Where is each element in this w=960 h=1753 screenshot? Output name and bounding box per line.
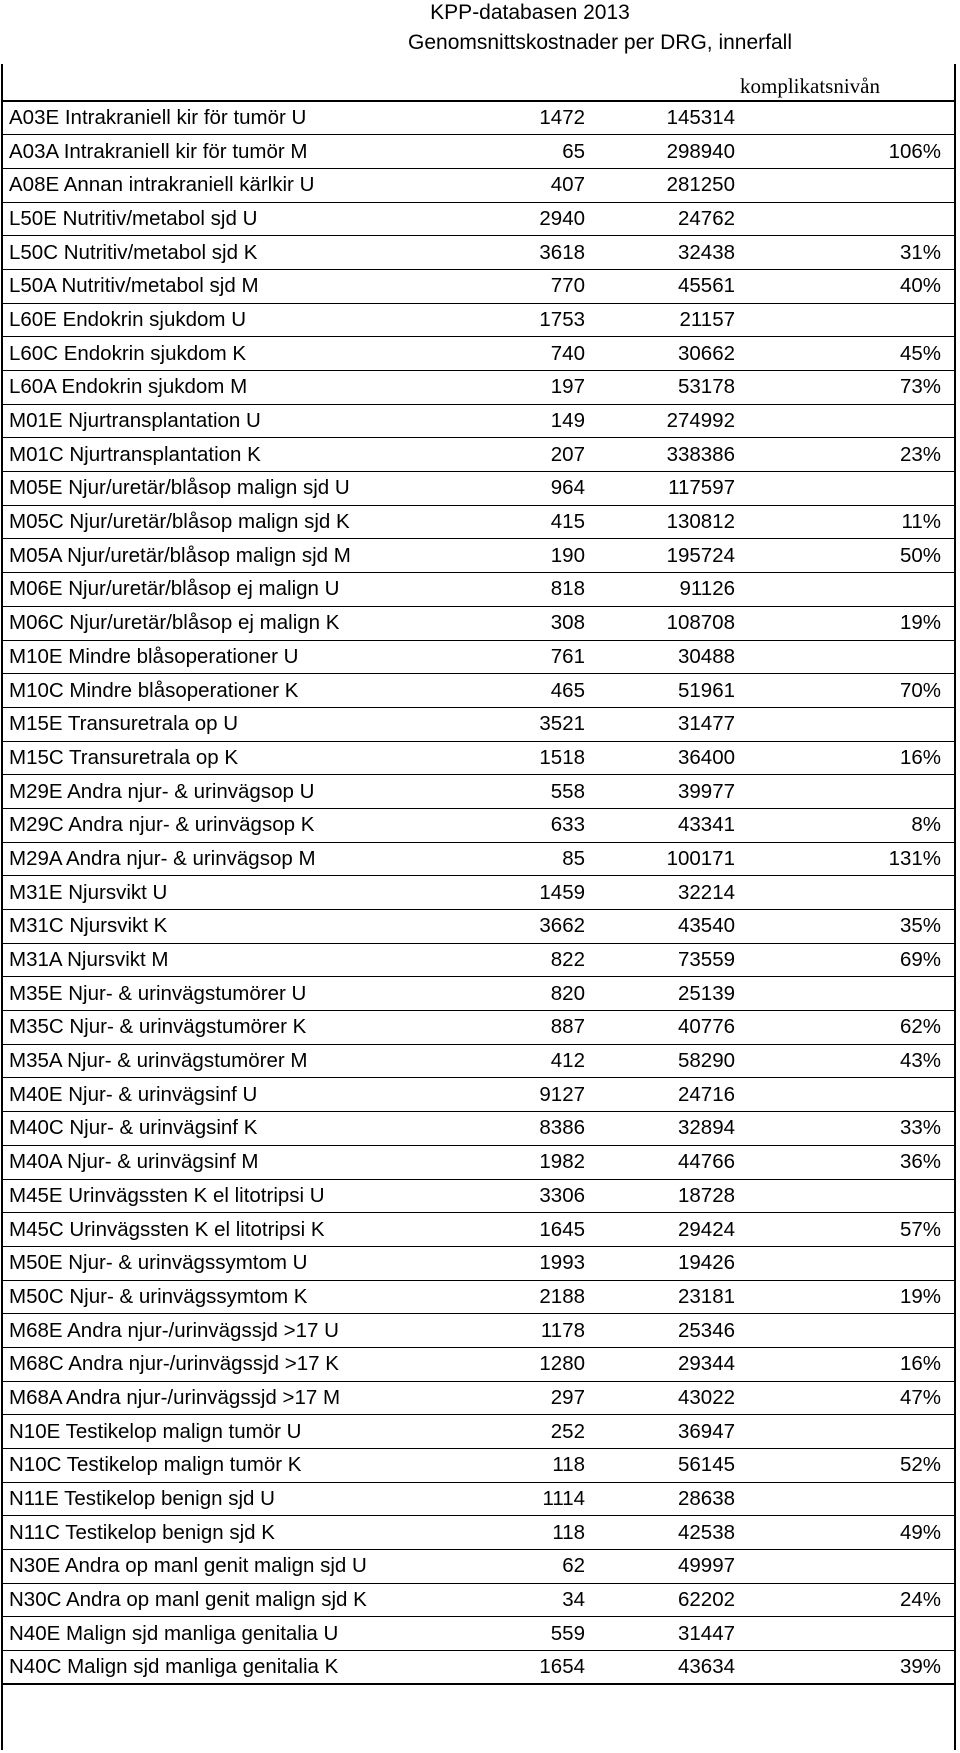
drg-name-cell: N40C Malign sjd manliga genitalia K: [3, 1651, 513, 1685]
complication-increase-cell: 131%: [739, 842, 955, 876]
count-cell: 3306: [513, 1179, 589, 1213]
count-cell: 62: [513, 1550, 589, 1584]
table-row: [3, 910, 955, 944]
table-row: [3, 1314, 955, 1348]
complication-increase-cell: 40%: [739, 269, 955, 303]
drg-name-cell: M05C Njur/uretär/blåsop malign sjd K: [3, 505, 513, 539]
drg-name-cell: L50C Nutritiv/metabol sjd K: [3, 236, 513, 270]
drg-name-cell: M29C Andra njur- & urinvägsop K: [3, 808, 513, 842]
avg-cost-cell: 30488: [589, 640, 739, 674]
complication-increase-cell: [739, 303, 955, 337]
table-row: [3, 1482, 955, 1516]
avg-cost-cell: 36947: [589, 1415, 739, 1449]
avg-cost-cell: 42538: [589, 1516, 739, 1550]
table-row: [3, 606, 955, 640]
table-row: [3, 1449, 955, 1483]
avg-cost-cell: 31477: [589, 707, 739, 741]
avg-cost-cell: 25346: [589, 1314, 739, 1348]
avg-cost-cell: 43540: [589, 910, 739, 944]
count-cell: 761: [513, 640, 589, 674]
table-row: [3, 1347, 955, 1381]
avg-cost-cell: 53178: [589, 371, 739, 405]
complication-increase-cell: 49%: [739, 1516, 955, 1550]
count-cell: 1178: [513, 1314, 589, 1348]
count-cell: 3521: [513, 707, 589, 741]
complication-increase-cell: [739, 707, 955, 741]
complication-increase-cell: 43%: [739, 1044, 955, 1078]
complication-increase-cell: 70%: [739, 674, 955, 708]
avg-cost-cell: 130812: [589, 505, 739, 539]
drg-name-cell: M35A Njur- & urinvägstumörer M: [3, 1044, 513, 1078]
table-row: [3, 640, 955, 674]
complication-increase-cell: 50%: [739, 539, 955, 573]
count-cell: 820: [513, 977, 589, 1011]
count-cell: 1753: [513, 303, 589, 337]
complication-increase-cell: [739, 775, 955, 809]
drg-name-cell: M31A Njursvikt M: [3, 943, 513, 977]
count-cell: 118: [513, 1449, 589, 1483]
drg-name-cell: A03A Intrakraniell kir för tumör M: [3, 135, 513, 169]
count-cell: 558: [513, 775, 589, 809]
complication-increase-cell: [739, 1617, 955, 1651]
count-cell: 207: [513, 438, 589, 472]
complication-increase-cell: [739, 876, 955, 910]
drg-name-cell: N40E Malign sjd manliga genitalia U: [3, 1617, 513, 1651]
complication-increase-cell: 24%: [739, 1583, 955, 1617]
drg-name-cell: M35E Njur- & urinvägstumörer U: [3, 977, 513, 1011]
table-row: [3, 674, 955, 708]
complication-increase-cell: 52%: [739, 1449, 955, 1483]
table-row: [3, 1415, 955, 1449]
count-cell: 1518: [513, 741, 589, 775]
drg-cost-table: [3, 100, 955, 1685]
complication-increase-cell: [739, 1246, 955, 1280]
drg-name-cell: M10C Mindre blåsoperationer K: [3, 674, 513, 708]
table-row: [3, 876, 955, 910]
table-row: [3, 371, 955, 405]
complication-increase-cell: [739, 404, 955, 438]
avg-cost-cell: 19426: [589, 1246, 739, 1280]
complication-increase-cell: [739, 640, 955, 674]
table-row: [3, 775, 955, 809]
complication-increase-cell: [739, 472, 955, 506]
table-row: [3, 168, 955, 202]
avg-cost-cell: 62202: [589, 1583, 739, 1617]
drg-name-cell: M29A Andra njur- & urinvägsop M: [3, 842, 513, 876]
count-cell: 149: [513, 404, 589, 438]
count-cell: 770: [513, 269, 589, 303]
table-row: [3, 1011, 955, 1045]
drg-name-cell: M05A Njur/uretär/blåsop malign sjd M: [3, 539, 513, 573]
table-row: [3, 808, 955, 842]
drg-name-cell: N11E Testikelop benign sjd U: [3, 1482, 513, 1516]
drg-name-cell: M10E Mindre blåsoperationer U: [3, 640, 513, 674]
table-row: [3, 1145, 955, 1179]
drg-name-cell: N10C Testikelop malign tumör K: [3, 1449, 513, 1483]
drg-name-cell: L60E Endokrin sjukdom U: [3, 303, 513, 337]
drg-name-cell: M31E Njursvikt U: [3, 876, 513, 910]
count-cell: 887: [513, 1011, 589, 1045]
drg-name-cell: N10E Testikelop malign tumör U: [3, 1415, 513, 1449]
drg-name-cell: M50C Njur- & urinvägssymtom K: [3, 1280, 513, 1314]
drg-name-cell: M68A Andra njur-/urinvägssjd >17 M: [3, 1381, 513, 1415]
avg-cost-cell: 18728: [589, 1179, 739, 1213]
avg-cost-cell: 21157: [589, 303, 739, 337]
complication-increase-cell: 36%: [739, 1145, 955, 1179]
table-row: [3, 1246, 955, 1280]
avg-cost-cell: 36400: [589, 741, 739, 775]
drg-name-cell: M01E Njurtransplantation U: [3, 404, 513, 438]
count-cell: 118: [513, 1516, 589, 1550]
drg-name-cell: M40C Njur- & urinvägsinf K: [3, 1112, 513, 1146]
table-row: [3, 1583, 955, 1617]
table-row: [3, 943, 955, 977]
count-cell: 2940: [513, 202, 589, 236]
table-row: [3, 573, 955, 607]
complication-increase-cell: 23%: [739, 438, 955, 472]
avg-cost-cell: 100171: [589, 842, 739, 876]
avg-cost-cell: 31447: [589, 1617, 739, 1651]
complication-increase-cell: 106%: [739, 135, 955, 169]
table-row: [3, 1651, 955, 1685]
count-cell: 818: [513, 573, 589, 607]
table-row: [3, 842, 955, 876]
avg-cost-cell: 28638: [589, 1482, 739, 1516]
table-row: [3, 1280, 955, 1314]
complication-increase-cell: [739, 1482, 955, 1516]
avg-cost-cell: 195724: [589, 539, 739, 573]
avg-cost-cell: 44766: [589, 1145, 739, 1179]
drg-name-cell: N30C Andra op manl genit malign sjd K: [3, 1583, 513, 1617]
count-cell: 1645: [513, 1213, 589, 1247]
count-cell: 65: [513, 135, 589, 169]
avg-cost-cell: 298940: [589, 135, 739, 169]
avg-cost-cell: 29424: [589, 1213, 739, 1247]
page-title: KPP-databasen 2013: [430, 1, 630, 24]
table-row: [3, 707, 955, 741]
table-row: [3, 236, 955, 270]
count-cell: 9127: [513, 1078, 589, 1112]
table-row: [3, 438, 955, 472]
drg-name-cell: M29E Andra njur- & urinvägsop U: [3, 775, 513, 809]
complication-increase-cell: 39%: [739, 1651, 955, 1685]
avg-cost-cell: 58290: [589, 1044, 739, 1078]
column-header-complication-level: komplikatsnivån: [740, 74, 880, 98]
table-row: [3, 1044, 955, 1078]
drg-name-cell: M01C Njurtransplantation K: [3, 438, 513, 472]
complication-increase-cell: [739, 1179, 955, 1213]
complication-increase-cell: 47%: [739, 1381, 955, 1415]
complication-increase-cell: 8%: [739, 808, 955, 842]
table-row: [3, 1550, 955, 1584]
complication-increase-cell: [739, 202, 955, 236]
drg-name-cell: M68C Andra njur-/urinvägssjd >17 K: [3, 1347, 513, 1381]
table-row: [3, 472, 955, 506]
avg-cost-cell: 281250: [589, 168, 739, 202]
count-cell: 85: [513, 842, 589, 876]
count-cell: 252: [513, 1415, 589, 1449]
avg-cost-cell: 49997: [589, 1550, 739, 1584]
complication-increase-cell: 45%: [739, 337, 955, 371]
complication-increase-cell: [739, 168, 955, 202]
table-row: [3, 269, 955, 303]
drg-name-cell: A08E Annan intrakraniell kärlkir U: [3, 168, 513, 202]
table-row: [3, 1617, 955, 1651]
complication-increase-cell: 73%: [739, 371, 955, 405]
count-cell: 465: [513, 674, 589, 708]
drg-name-cell: M45C Urinvägssten K el litotripsi K: [3, 1213, 513, 1247]
complication-increase-cell: [739, 977, 955, 1011]
drg-name-cell: M06C Njur/uretär/blåsop ej malign K: [3, 606, 513, 640]
count-cell: 190: [513, 539, 589, 573]
complication-increase-cell: 33%: [739, 1112, 955, 1146]
count-cell: 3662: [513, 910, 589, 944]
avg-cost-cell: 338386: [589, 438, 739, 472]
avg-cost-cell: 274992: [589, 404, 739, 438]
avg-cost-cell: 117597: [589, 472, 739, 506]
drg-name-cell: L60C Endokrin sjukdom K: [3, 337, 513, 371]
count-cell: 34: [513, 1583, 589, 1617]
table-row: [3, 202, 955, 236]
avg-cost-cell: 145314: [589, 101, 739, 135]
count-cell: 308: [513, 606, 589, 640]
count-cell: 633: [513, 808, 589, 842]
table-row: [3, 1381, 955, 1415]
drg-name-cell: M68E Andra njur-/urinvägssjd >17 U: [3, 1314, 513, 1348]
avg-cost-cell: 45561: [589, 269, 739, 303]
drg-name-cell: M05E Njur/uretär/blåsop malign sjd U: [3, 472, 513, 506]
drg-name-cell: M31C Njursvikt K: [3, 910, 513, 944]
drg-name-cell: M15C Transuretrala op K: [3, 741, 513, 775]
table-row: [3, 135, 955, 169]
avg-cost-cell: 30662: [589, 337, 739, 371]
table-row: [3, 539, 955, 573]
drg-name-cell: A03E Intrakraniell kir för tumör U: [3, 101, 513, 135]
drg-name-cell: M45E Urinvägssten K el litotripsi U: [3, 1179, 513, 1213]
count-cell: 407: [513, 168, 589, 202]
drg-name-cell: M40A Njur- & urinvägsinf M: [3, 1145, 513, 1179]
table-row: [3, 404, 955, 438]
drg-name-cell: L60A Endokrin sjukdom M: [3, 371, 513, 405]
count-cell: 1459: [513, 876, 589, 910]
drg-name-cell: M15E Transuretrala op U: [3, 707, 513, 741]
complication-increase-cell: [739, 1314, 955, 1348]
count-cell: 822: [513, 943, 589, 977]
table-row: [3, 1112, 955, 1146]
complication-increase-cell: [739, 1550, 955, 1584]
complication-increase-cell: 69%: [739, 943, 955, 977]
avg-cost-cell: 24716: [589, 1078, 739, 1112]
table-row: [3, 1078, 955, 1112]
count-cell: 412: [513, 1044, 589, 1078]
avg-cost-cell: 32214: [589, 876, 739, 910]
drg-name-cell: M06E Njur/uretär/blåsop ej malign U: [3, 573, 513, 607]
count-cell: 3618: [513, 236, 589, 270]
complication-increase-cell: [739, 101, 955, 135]
drg-name-cell: M40E Njur- & urinvägsinf U: [3, 1078, 513, 1112]
avg-cost-cell: 24762: [589, 202, 739, 236]
drg-name-cell: N30E Andra op manl genit malign sjd U: [3, 1550, 513, 1584]
count-cell: 1114: [513, 1482, 589, 1516]
table-row: [3, 1179, 955, 1213]
table-row: [3, 505, 955, 539]
count-cell: 8386: [513, 1112, 589, 1146]
count-cell: 964: [513, 472, 589, 506]
count-cell: 415: [513, 505, 589, 539]
drg-name-cell: M35C Njur- & urinvägstumörer K: [3, 1011, 513, 1045]
avg-cost-cell: 40776: [589, 1011, 739, 1045]
avg-cost-cell: 56145: [589, 1449, 739, 1483]
complication-increase-cell: 31%: [739, 236, 955, 270]
table-row: [3, 977, 955, 1011]
table-row: [3, 337, 955, 371]
table-row: [3, 1516, 955, 1550]
complication-increase-cell: 62%: [739, 1011, 955, 1045]
count-cell: 297: [513, 1381, 589, 1415]
count-cell: 1982: [513, 1145, 589, 1179]
count-cell: 559: [513, 1617, 589, 1651]
avg-cost-cell: 25139: [589, 977, 739, 1011]
avg-cost-cell: 108708: [589, 606, 739, 640]
avg-cost-cell: 29344: [589, 1347, 739, 1381]
complication-increase-cell: 57%: [739, 1213, 955, 1247]
complication-increase-cell: 16%: [739, 741, 955, 775]
complication-increase-cell: 19%: [739, 606, 955, 640]
table-row: [3, 1213, 955, 1247]
drg-name-cell: N11C Testikelop benign sjd K: [3, 1516, 513, 1550]
page-subtitle: Genomsnittskostnader per DRG, innerfall: [408, 31, 792, 54]
avg-cost-cell: 39977: [589, 775, 739, 809]
drg-name-cell: L50E Nutritiv/metabol sjd U: [3, 202, 513, 236]
table-row: [3, 101, 955, 135]
count-cell: 740: [513, 337, 589, 371]
complication-increase-cell: 16%: [739, 1347, 955, 1381]
count-cell: 1654: [513, 1651, 589, 1685]
avg-cost-cell: 43341: [589, 808, 739, 842]
count-cell: 1472: [513, 101, 589, 135]
count-cell: 1993: [513, 1246, 589, 1280]
complication-increase-cell: [739, 573, 955, 607]
table-row: [3, 741, 955, 775]
complication-increase-cell: 35%: [739, 910, 955, 944]
complication-increase-cell: [739, 1415, 955, 1449]
avg-cost-cell: 43634: [589, 1651, 739, 1685]
complication-increase-cell: 19%: [739, 1280, 955, 1314]
avg-cost-cell: 73559: [589, 943, 739, 977]
count-cell: 197: [513, 371, 589, 405]
avg-cost-cell: 91126: [589, 573, 739, 607]
complication-increase-cell: [739, 1078, 955, 1112]
count-cell: 2188: [513, 1280, 589, 1314]
count-cell: 1280: [513, 1347, 589, 1381]
drg-name-cell: L50A Nutritiv/metabol sjd M: [3, 269, 513, 303]
avg-cost-cell: 32894: [589, 1112, 739, 1146]
avg-cost-cell: 51961: [589, 674, 739, 708]
complication-increase-cell: 11%: [739, 505, 955, 539]
drg-name-cell: M50E Njur- & urinvägssymtom U: [3, 1246, 513, 1280]
avg-cost-cell: 43022: [589, 1381, 739, 1415]
avg-cost-cell: 32438: [589, 236, 739, 270]
table-row: [3, 303, 955, 337]
avg-cost-cell: 23181: [589, 1280, 739, 1314]
